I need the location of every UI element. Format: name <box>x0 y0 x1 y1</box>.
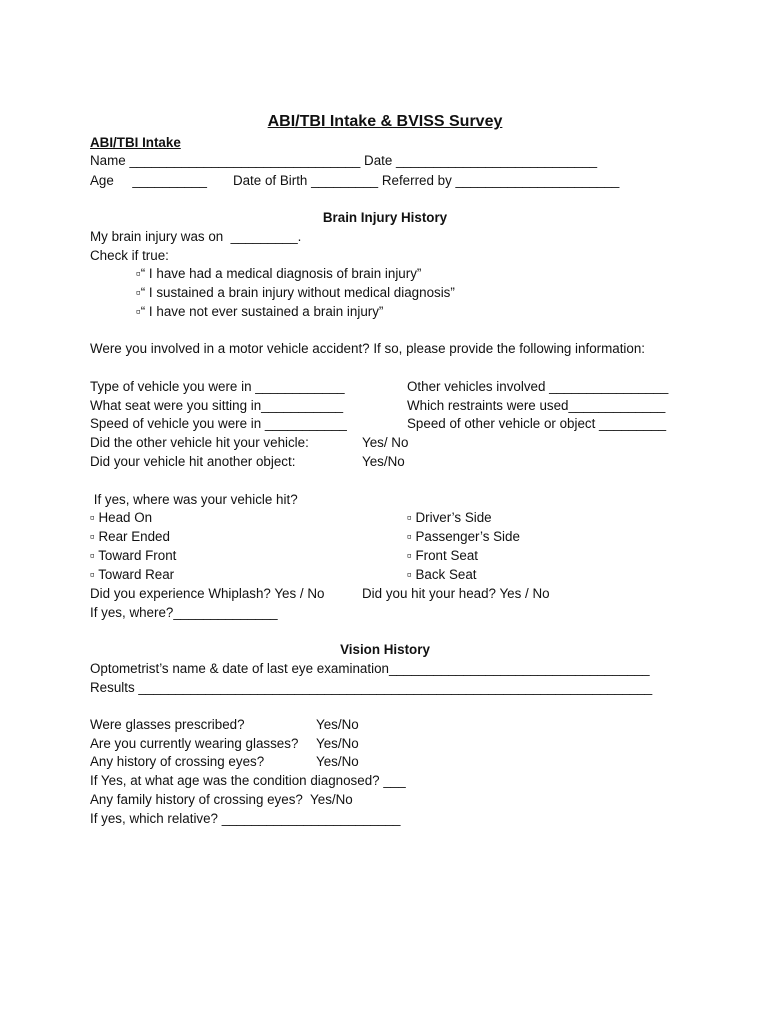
checkbox-head-on[interactable]: ▫ Head On <box>90 510 153 525</box>
results-field[interactable]: Results _____________________________________________________________________ <box>90 680 653 695</box>
other-vehicles-field[interactable]: Other vehicles involved ________________ <box>407 379 669 394</box>
checkbox-never-sustained[interactable]: ▫“ I have not ever sustained a brain injury” <box>136 304 384 319</box>
mva-question: Were you involved in a motor vehicle accident? If so, please provide the following information: <box>90 341 646 356</box>
checkbox-rear-ended[interactable]: ▫ Rear Ended <box>90 529 170 544</box>
injury-date-line[interactable]: My brain injury was on _________. <box>90 229 302 244</box>
glasses-prescribed-yes-no[interactable]: Yes/No <box>316 717 359 732</box>
wearing-glasses-yes-no[interactable]: Yes/No <box>316 736 359 751</box>
family-history-question[interactable]: Any family history of crossing eyes? Yes/No <box>90 792 353 807</box>
optometrist-field[interactable]: Optometrist’s name & date of last eye examination___________________________________ <box>90 661 650 676</box>
where-field[interactable]: If yes, where?______________ <box>90 605 278 620</box>
hit-object-question: Did your vehicle hit another object: <box>90 454 296 469</box>
glasses-prescribed-question: Were glasses prescribed? <box>90 717 245 732</box>
wearing-glasses-question: Are you currently wearing glasses? <box>90 736 299 751</box>
seat-field[interactable]: What seat were you sitting in___________ <box>90 398 344 413</box>
vehicle-type-field[interactable]: Type of vehicle you were in ____________ <box>90 379 345 394</box>
checkbox-passengers-side[interactable]: ▫ Passenger’s Side <box>407 529 520 544</box>
brain-injury-heading: Brain Injury History <box>322 210 448 225</box>
other-hit-yes-no[interactable]: Yes/ No <box>362 435 409 450</box>
other-hit-question: Did the other vehicle hit your vehicle: <box>90 435 309 450</box>
hit-head-question[interactable]: Did you hit your head? Yes / No <box>362 586 550 601</box>
check-if-true-label: Check if true: <box>90 248 169 263</box>
other-speed-field[interactable]: Speed of other vehicle or object _________ <box>407 416 667 431</box>
whiplash-question[interactable]: Did you experience Whiplash? Yes / No <box>90 586 325 601</box>
vision-heading: Vision History <box>340 642 430 657</box>
age-dob-referred-line[interactable]: Age __________ Date of Birth _________ Referred by ______________________ <box>90 173 620 188</box>
age-diagnosed-field[interactable]: If Yes, at what age was the condition diagnosed? ___ <box>90 773 406 788</box>
crossing-eyes-yes-no[interactable]: Yes/No <box>316 754 359 769</box>
where-hit-question: If yes, where was your vehicle hit? <box>90 492 298 507</box>
checkbox-toward-front[interactable]: ▫ Toward Front <box>90 548 177 563</box>
speed-field[interactable]: Speed of vehicle you were in ___________ <box>90 416 347 431</box>
page-title: ABI/TBI Intake & BVISS Survey <box>267 113 503 130</box>
hit-object-yes-no[interactable]: Yes/No <box>362 454 405 469</box>
restraints-field[interactable]: Which restraints were used_____________ <box>407 398 666 413</box>
crossing-eyes-question: Any history of crossing eyes? <box>90 754 265 769</box>
intake-heading: ABI/TBI Intake <box>90 135 181 150</box>
checkbox-medical-diagnosis[interactable]: ▫“ I have had a medical diagnosis of brain injury” <box>136 266 422 281</box>
which-relative-field[interactable]: If yes, which relative? ________________________ <box>90 811 401 826</box>
checkbox-front-seat[interactable]: ▫ Front Seat <box>407 548 478 563</box>
checkbox-toward-rear[interactable]: ▫ Toward Rear <box>90 567 175 582</box>
checkbox-drivers-side[interactable]: ▫ Driver’s Side <box>407 510 492 525</box>
checkbox-back-seat[interactable]: ▫ Back Seat <box>407 567 477 582</box>
name-date-line[interactable]: Name _______________________________ Date ___________________________ <box>90 153 598 168</box>
checkbox-no-medical-diagnosis[interactable]: ▫“ I sustained a brain injury without medical diagnosis” <box>136 285 455 300</box>
